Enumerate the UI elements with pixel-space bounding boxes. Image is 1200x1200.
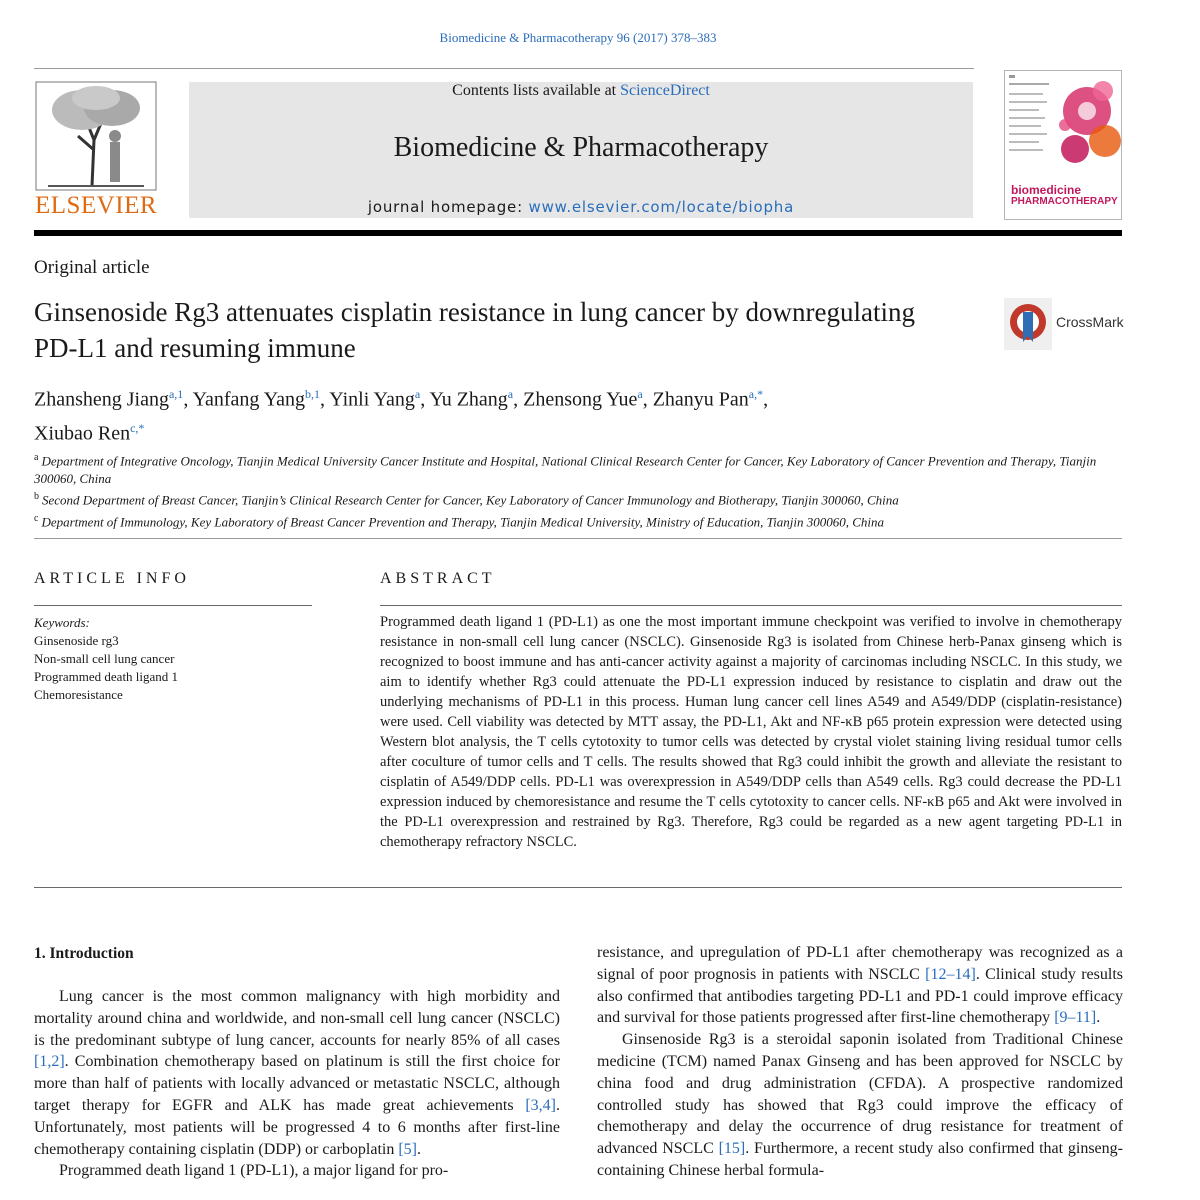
author-affiliation-mark[interactable]: a [414,387,421,401]
abstract-divider [380,605,1122,606]
paragraph-text: . Combination chemotherapy based on platinum is still the first choice for more than half of patients with locally advanced or metastatic NSCLC, although target therapy for EGFR and ALK has made great achievements [34,1053,560,1114]
citation-link[interactable]: [15] [718,1140,746,1158]
citation-link[interactable]: [1,2] [34,1053,65,1071]
affiliation-item [34,510,1114,531]
author-affiliation-mark[interactable]: b,1 [305,387,321,401]
paragraph-text: . Unfortunately, most patients will be progressed 4 to 6 months after first-line chemotherapy containing cisplatin (DDP) or carboplatin [34,1096,560,1158]
introduction-heading: 1. Introduction [34,945,134,962]
author-affiliation-mark[interactable]: a,1 [168,387,184,401]
author-separator: , [183,388,193,411]
paragraph [34,1160,560,1182]
author-name[interactable]: Yanfang Yang [192,388,306,411]
journal-cover[interactable] [1004,70,1122,220]
paragraph-text: . [417,1140,421,1158]
header-thick-divider [34,230,1122,236]
sciencedirect-link[interactable]: ScienceDirect [620,82,710,99]
homepage-line: journal homepage: www.elsevier.com/locate/biopha [367,198,795,216]
author-name[interactable]: Zhensong Yue [523,388,638,411]
article-title: Ginsenoside Rg3 attenuates cisplatin resistance in lung cancer by downregulating PD-L1 and resuming immune [34,297,916,363]
tree-icon [34,80,158,192]
paragraph [597,942,1123,1029]
body-column-left [34,986,560,1182]
contents-line: Contents lists available at ScienceDirect [452,82,710,99]
abstract-text: Programmed death ligand 1 (PD-L1) as one the most important immune checkpoint was verified to involve in chemotherapy resistance in non-small cell lung cancer (NSCLC). Ginsenoside Rg3 is isolated from Chinese herb-Panax ginseng which is recognized to boost immune and has anti-cancer activity against a majority of carcinomas including NSCLC. In this study, we aim to identify whether Rg3 could attenuate the PD-L1 expression induced by resistance to cisplatin and draw out the underlying mechanisms of PD-L1 in this process. Human lung cancer cell lines A549 and A549/DDP (cisplatin-resistance) were used. Cell viability was detected by MTT assay, the PD-L1, Akt and NF-κB p65 protein expression were detected using Western blot analysis, the T cells cytotoxity to tumor cells was detected by crystal violet staining living residual tumor cells after coculture of tumor cells and T cells. The results showed that Rg3 could inhibit the growth and alleviate the resistant to cisplatin of A549/DDP cells. PD-L1 was overexpression in A549/DDP cells than A549 cells. Rg3 could decrease the PD-L1 expression induced by chemoresistance and resume the T cells cytotoxity to cancer cells. NF-κB p65 and Akt were involved in the PD-L1 overexpression and restrained by Rg3. Therefore, Rg3 could be regarded as a new agent targeting PD-L1 in chemotherapy refractory NSCLC. [380,614,1122,850]
crossmark-label: CrossMark [1056,314,1124,330]
affiliation-item [34,449,1114,488]
author-affiliation-mark[interactable]: a [507,387,514,401]
top-divider [34,68,974,69]
citation-link[interactable]: [5] [398,1140,417,1158]
keyword-item: Programmed death ligand 1 [34,669,179,684]
paragraph-text: Lung cancer is the most common malignancy with high morbidity and mortality around china and worldwide, and non-small cell lung cancer (NSCLC) is the predominant subtype of lung cancer, accounts for nearly 85% of all cases [34,988,560,1049]
paragraph-text: resistance, and upregulation of PD-L1 after chemotherapy was recognized as a signal of poor prognosis in patients with NSCLC [597,944,1123,983]
citation-link[interactable]: [3,4] [525,1096,556,1114]
elsevier-wordmark: ELSEVIER [34,192,158,219]
citation-link[interactable]: [12–14] [925,965,976,983]
author-name[interactable]: Yinli Yang [329,388,415,411]
author-name[interactable]: Zhanyu Pan [652,388,749,411]
meta-divider [34,538,1122,539]
keywords-list [34,632,324,704]
paragraph-text: . [1096,1009,1101,1027]
article-info-divider [34,605,312,606]
cover-title-line1: biomedicine [1011,183,1082,197]
journal-citation[interactable]: Biomedicine & Pharmacotherapy 96 (2017) 378–383 [439,30,717,45]
author-separator: , [513,388,524,411]
paragraph [34,986,560,1160]
keywords-label: Keywords: [34,615,90,630]
affiliation-mark: a [34,452,39,463]
abstract-bottom-divider [34,887,1122,888]
elsevier-logo[interactable] [34,80,158,220]
homepage-link[interactable]: www.elsevier.com/locate/biopha [528,198,795,216]
keyword-item: Non-small cell lung cancer [34,651,175,666]
paragraph-text: Ginsenoside Rg3 is a steroidal saponin isolated from Traditional Chinese medicine (TCM) named Panax Ginseng and has been approved for NSCLC by china food and drug administration (CFDA). A prospective randomized controlled study has showed that Rg3 could improve the efficacy of chemotherapy and delay the occurrence of drug resistance for treatment of advanced NSCLC [597,1031,1123,1158]
affiliation-text: Department of Integrative Oncology, Tianjin Medical University Cancer Institute and Hospital, National Clinical Research Center for Cancer, Key Laboratory of Cancer Prevention and Therapy, Tianjin 300060, China [34,453,1097,487]
author-list [34,380,1114,447]
affiliation-text: Department of Immunology, Key Laboratory of Breast Cancer Prevention and Therapy, Tianjin Medical University, Ministry of Education, Tianjin 300060, China [41,513,884,529]
crossmark-badge[interactable] [1004,298,1124,350]
citation-link[interactable]: [9–11] [1054,1009,1097,1027]
journal-title: Biomedicine & Pharmacotherapy [393,132,769,163]
affiliation-mark: c [34,512,39,524]
journal-banner [189,82,973,218]
cover-art [1005,71,1121,181]
paragraph-text: . Furthermore, a recent study also confirmed that ginseng-containing Chinese herbal formula- [597,1140,1123,1179]
keywords-block [34,614,324,704]
author-separator: , [320,388,330,411]
article-type: Original article [34,257,150,278]
author-name[interactable]: Zhansheng Jiang [34,388,169,411]
author-affiliation-mark[interactable]: c,* [130,420,145,435]
affiliation-text: Second Department of Breast Cancer, Tianjin’s Clinical Research Center for Cancer, Key Laboratory of Cancer Immunology and Biotherapy, Tianjin 300060, China [42,492,899,508]
author-affiliation-mark[interactable]: a,* [748,387,764,401]
paragraph [597,1029,1123,1182]
affiliation-item [34,488,1114,509]
keyword-item: Ginsenoside rg3 [34,633,119,648]
author-separator: , [763,388,769,411]
author-separator: , [642,388,653,411]
author-affiliation-mark[interactable]: a [637,387,643,401]
author-name[interactable]: Xiubao Ren [34,422,131,445]
author-separator: , [420,388,430,411]
crossmark-icon [1004,298,1052,350]
body-column-right [597,942,1123,1182]
affiliation-mark: b [34,491,39,503]
paragraph-text: Programmed death ligand 1 (PD-L1), a major ligand for pro- [59,1162,449,1180]
cover-title-line2: PHARMACOTHERAPY [1011,196,1118,207]
author-name[interactable]: Yu Zhang [429,388,508,411]
article-info-heading: ARTICLE INFO [34,570,190,587]
keyword-item: Chemoresistance [34,687,123,702]
abstract-heading: ABSTRACT [380,570,496,587]
paragraph-text: . Clinical study results also confirmed that antibodies targeting PD-L1 and PD-1 could improve efficacy and survival for those patients progressed after first-line chemotherapy [597,965,1123,1027]
affiliations [34,449,1114,531]
